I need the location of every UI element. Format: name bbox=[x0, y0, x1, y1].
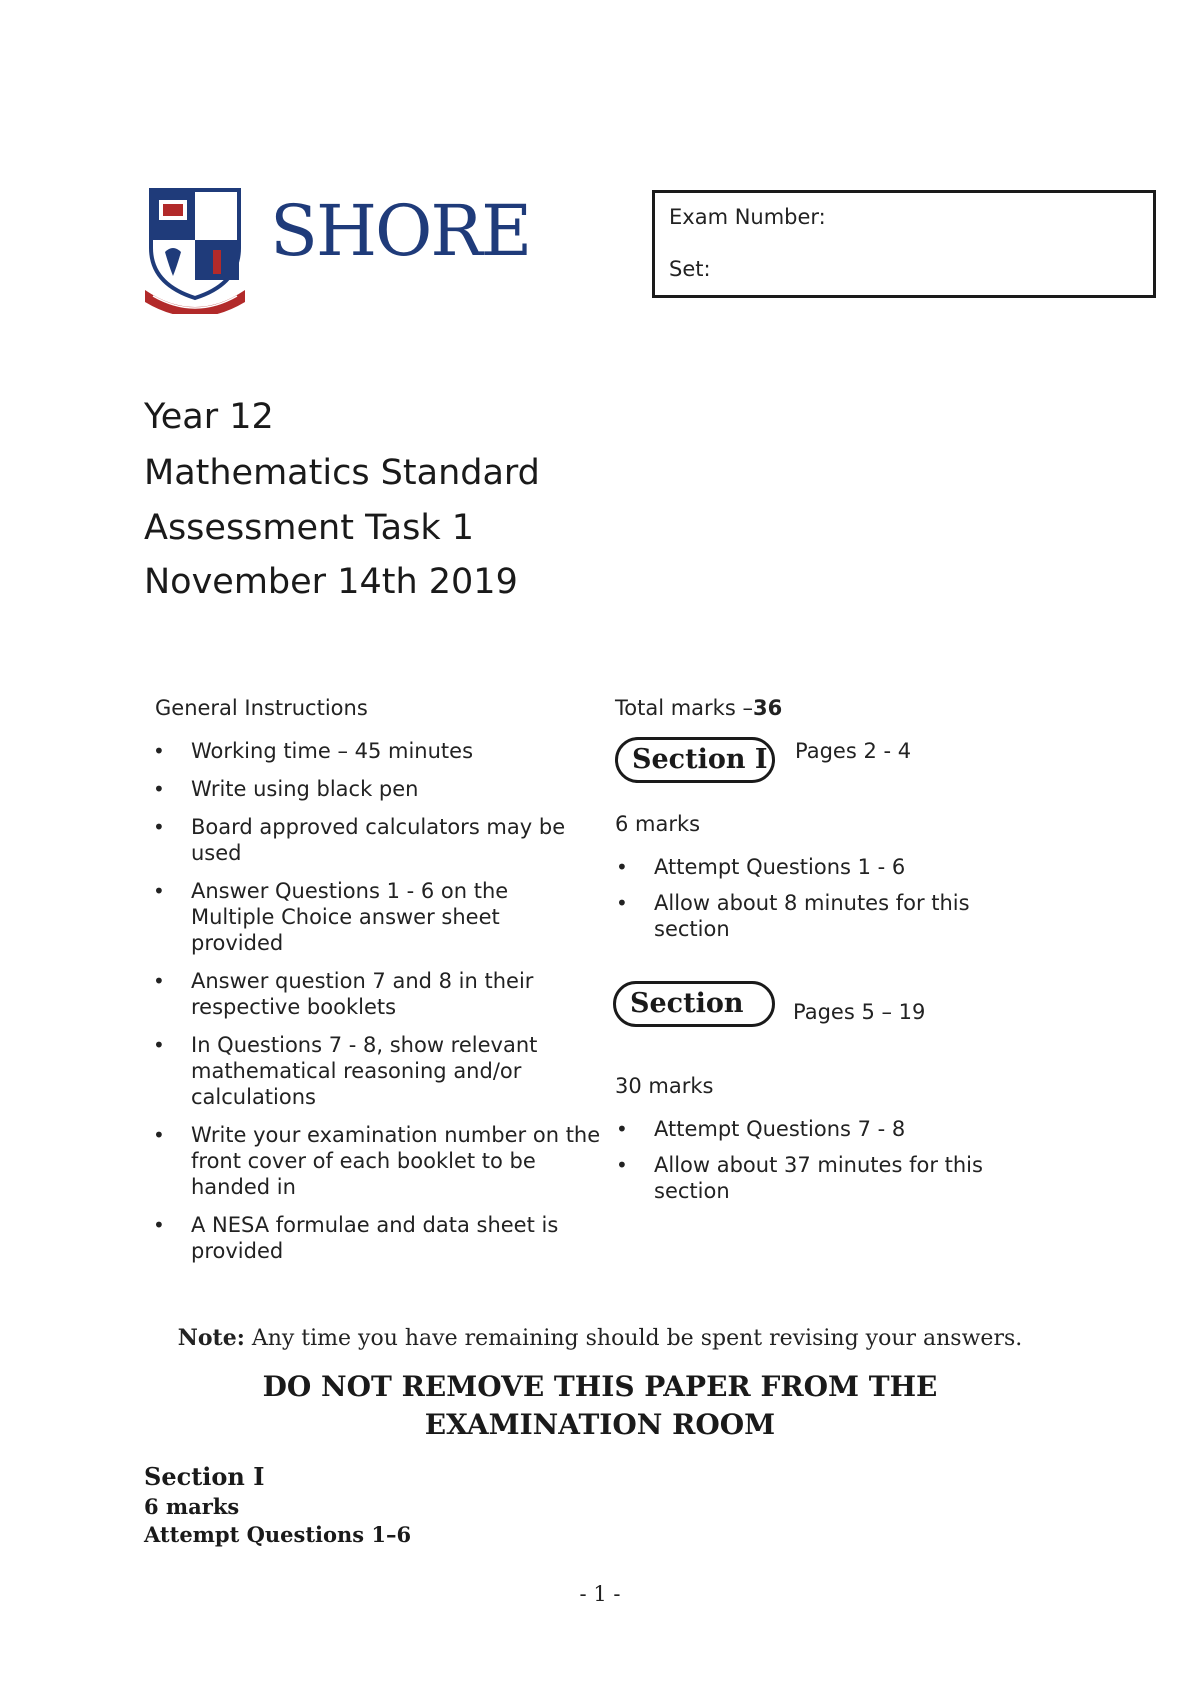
section-1-item: • Attempt Questions 1 - 6 bbox=[608, 854, 1054, 880]
section-1-pill: Section I bbox=[615, 737, 775, 783]
instructions-list bbox=[145, 738, 641, 1276]
warning-line-2: EXAMINATION ROOM bbox=[424, 1408, 776, 1441]
instruction-item: • Board approved calculators may be used bbox=[145, 814, 611, 866]
section-i-marks: 6 marks bbox=[144, 1494, 240, 1519]
note-text: Any time you have remaining should be spent revising your answers. bbox=[244, 1326, 1023, 1351]
exam-number-box bbox=[652, 190, 1156, 298]
instruction-item: • A NESA formulae and data sheet is provided bbox=[145, 1212, 621, 1264]
instruction-item: • Answer question 7 and 8 in their respective booklets bbox=[145, 968, 611, 1020]
title-task: Assessment Task 1 bbox=[144, 508, 475, 548]
section-1-item: • Allow about 8 minutes for this section bbox=[608, 890, 1024, 942]
instruction-item: • Write your examination number on the front cover of each booklet to be handed in bbox=[145, 1122, 621, 1200]
section-1-marks: 6 marks bbox=[615, 812, 701, 836]
section-2-list bbox=[608, 1116, 1054, 1214]
school-brand-name: SHORE bbox=[270, 190, 531, 272]
set-label: Set: bbox=[669, 257, 711, 281]
section-2-marks: 30 marks bbox=[615, 1074, 714, 1098]
total-marks-label: Total marks – bbox=[615, 696, 753, 720]
warning-heading bbox=[0, 1368, 1200, 1444]
note-label: Note: bbox=[177, 1325, 245, 1351]
instruction-item: • Answer Questions 1 - 6 on the Multiple Choice answer sheet provided bbox=[145, 878, 591, 956]
exam-number-label: Exam Number: bbox=[669, 205, 826, 229]
section-1-list bbox=[608, 854, 1054, 952]
section-i-heading: Section I bbox=[144, 1462, 265, 1491]
section-2-pages: Pages 5 – 19 bbox=[793, 1000, 926, 1024]
title-date: November 14th 2019 bbox=[144, 562, 518, 602]
instruction-item: • In Questions 7 - 8, show relevant mathematical reasoning and/or calculations bbox=[145, 1032, 611, 1110]
title-course: Mathematics Standard bbox=[144, 453, 540, 493]
page-number: - 1 - bbox=[579, 1582, 621, 1606]
title-year: Year 12 bbox=[144, 397, 274, 437]
note-line bbox=[0, 1325, 1200, 1351]
school-crest-logo bbox=[145, 186, 245, 314]
instruction-item: • Working time – 45 minutes bbox=[145, 738, 641, 764]
total-marks-value: 36 bbox=[752, 696, 783, 720]
section-i-attempt: Attempt Questions 1–6 bbox=[144, 1522, 412, 1547]
section-2-pill: Section bbox=[613, 981, 775, 1027]
instructions-heading: General Instructions bbox=[155, 696, 368, 720]
warning-line-1: DO NOT REMOVE THIS PAPER FROM THE bbox=[262, 1370, 938, 1403]
section-1-pages: Pages 2 - 4 bbox=[795, 739, 912, 763]
total-marks bbox=[615, 696, 782, 720]
section-2-item: • Attempt Questions 7 - 8 bbox=[608, 1116, 1054, 1142]
section-2-item: • Allow about 37 minutes for this section bbox=[608, 1152, 1044, 1204]
instruction-item: • Write using black pen bbox=[145, 776, 641, 802]
